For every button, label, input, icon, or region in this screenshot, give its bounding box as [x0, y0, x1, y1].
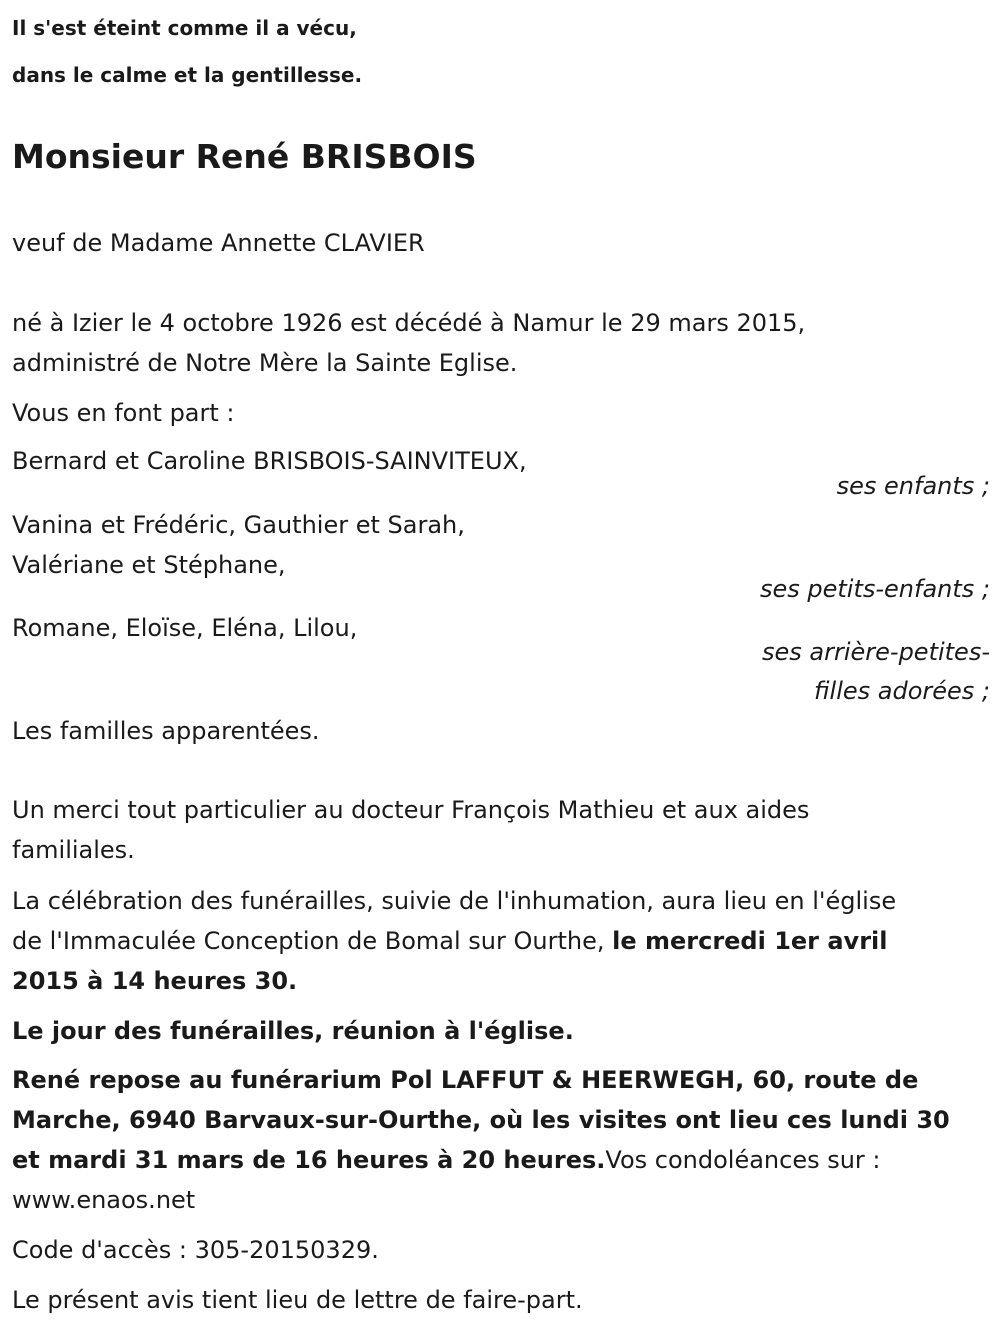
visit-times: et mardi 31 mars de 16 heures à 20 heures. [12, 1146, 606, 1174]
great-grandchildren-role-2: filles adorées ; [814, 677, 990, 705]
condolences-link[interactable]: www.enaos.net [12, 1186, 196, 1214]
ceremony-date: le mercredi 1er avril [612, 927, 888, 955]
grandchildren-role: ses petits-enfants ; [759, 575, 990, 603]
great-grandchildren-role-1: ses arrière-petites- [762, 638, 990, 666]
deceased-name: Monsieur René BRISBOIS [12, 137, 477, 176]
announce: Vous en font part : [12, 399, 235, 427]
birth-line-1: né à Izier le 4 octobre 1926 est décédé à Namur le 29 mars 2015, [12, 309, 806, 337]
ceremony-time: 2015 à 14 heures 30. [12, 967, 298, 995]
thanks-line-1: Un merci tout particulier au docteur François Mathieu et aux aides [12, 796, 810, 824]
ceremony-place: de l'Immaculée Conception de Bomal sur Ourthe, [12, 927, 613, 955]
ceremony-line-2 [12, 921, 990, 961]
visits-line-3 [12, 1140, 990, 1180]
closing: Le présent avis tient lieu de lettre de faire-part. [12, 1286, 583, 1314]
intro-line-2: dans le calme et la gentillesse. [12, 63, 363, 87]
relatives: Les familles apparentées. [12, 717, 320, 745]
great-grandchildren-names: Romane, Eloïse, Eléna, Lilou, [12, 614, 358, 642]
grandchildren-names-1: Vanina et Frédéric, Gauthier et Sarah, [12, 511, 465, 539]
thanks-line-2: familiales. [12, 836, 135, 864]
visits-line-2: Marche, 6940 Barvaux-sur-Ourthe, où les visites ont lieu ces lundi 30 [12, 1106, 950, 1134]
widower-line: veuf de Madame Annette CLAVIER [12, 229, 425, 257]
condolences-label: Vos condoléances sur : [605, 1146, 881, 1174]
children-role: ses enfants ; [836, 472, 990, 500]
visits-line-1: René repose au funérarium Pol LAFFUT & HEERWEGH, 60, route de [12, 1066, 919, 1094]
birth-line-2: administré de Notre Mère la Sainte Eglise. [12, 349, 518, 377]
access-code: Code d'accès : 305-20150329. [12, 1236, 379, 1264]
grandchildren-names-2: Valériane et Stéphane, [12, 551, 286, 579]
children-names: Bernard et Caroline BRISBOIS-SAINVITEUX, [12, 447, 527, 475]
intro-line-1: Il s'est éteint comme il a vécu, [12, 16, 357, 40]
meeting: Le jour des funérailles, réunion à l'église. [12, 1017, 574, 1045]
ceremony-line-1: La célébration des funérailles, suivie de l'inhumation, aura lieu en l'église [12, 887, 897, 915]
